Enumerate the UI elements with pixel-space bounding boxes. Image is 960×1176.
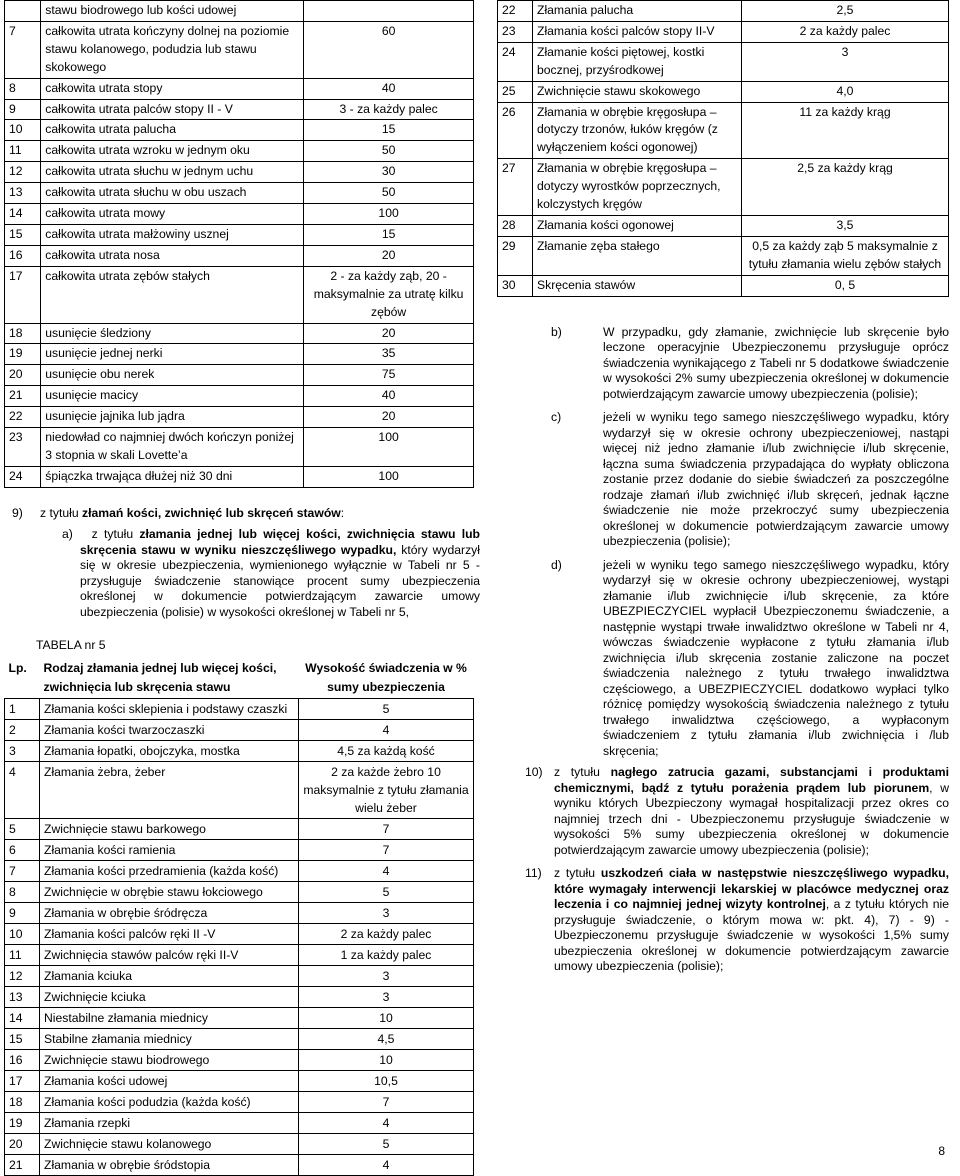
row-number: 7 (5, 861, 40, 882)
row-number: 11 (5, 945, 40, 966)
tabela-5-header (5, 658, 474, 699)
row-value: 3 (299, 987, 474, 1008)
row-number: 30 (498, 275, 533, 296)
row-number: 20 (5, 365, 41, 386)
row-value: 5 (299, 882, 474, 903)
row-number: 2 (5, 720, 40, 741)
row-description: Złamania w obrębie kręgosłupa – dotyczy wyrostków poprzecznych, kolczystych kręgów (533, 159, 742, 216)
row-number (5, 1, 41, 22)
table-row (498, 275, 949, 296)
row-value: 20 (304, 323, 474, 344)
row-description: Złamanie zęba stałego (533, 236, 742, 275)
row-description: Złamania kości ramienia (40, 840, 299, 861)
table-row (5, 699, 474, 720)
table-row (5, 245, 474, 266)
row-number: 8 (5, 78, 41, 99)
table-row (5, 945, 474, 966)
table-row (498, 21, 949, 42)
row-number: 26 (498, 102, 533, 159)
page-number: 8 (938, 1144, 945, 1158)
row-value: 2 za każdy palec (299, 924, 474, 945)
row-description: całkowita utrata małżowiny usznej (41, 224, 304, 245)
row-value: 75 (304, 365, 474, 386)
table-row (5, 323, 474, 344)
table-row (5, 344, 474, 365)
row-description: usunięcie macicy (41, 386, 304, 407)
point-10: 10) z tytułu nagłego zatrucia gazami, substancjami i produktami chemicznymi, bądź z tytułu porażenia prądem lub piorunem, w wyniku których Ubezpieczony wymagał hospitalizacji przez okres co najmniej trzech dni - Ubezpieczonemu przysługuje świadczenie w wysokości 5% sumy ubezpieczenia określonej w dokumencie potwierdzającym zawarcie umowy ubezpieczenia (polisie); (525, 765, 950, 857)
row-value: 15 (304, 224, 474, 245)
right-column (497, 0, 949, 975)
row-number: 7 (5, 21, 41, 78)
table-row (5, 204, 474, 225)
table-row (5, 120, 474, 141)
row-description: Złamania w obrębie kręgosłupa – dotyczy trzonów, łuków kręgów (z wyłączeniem kości ogonowej) (533, 102, 742, 159)
table-row (5, 987, 474, 1008)
table-row (5, 1029, 474, 1050)
table-row (5, 162, 474, 183)
table-row (498, 102, 949, 159)
row-description: Złamania palucha (533, 1, 742, 22)
table-row (498, 1, 949, 22)
row-description: całkowita utrata nosa (41, 245, 304, 266)
row-description: Zwichnięcie kciuka (40, 987, 299, 1008)
table-row (5, 903, 474, 924)
row-description: całkowita utrata słuchu w obu uszach (41, 183, 304, 204)
table-row (5, 1, 474, 22)
row-description: usunięcie obu nerek (41, 365, 304, 386)
row-value: 4 (299, 1155, 474, 1176)
row-value: 30 (304, 162, 474, 183)
row-description: Złamania kości podudzia (każda kość) (40, 1092, 299, 1113)
point-11: 11) z tytułu uszkodzeń ciała w następstwie nieszczęśliwego wypadku, które wymagały interwencji lekarskiej w placówce medycznej oraz leczenia i co najmniej jednej wizyty kontrolnej, a z tytułu których nie przysługuje świadczenie, o którym mowa w: pkt. 4), 7) - 9) - Ubezpieczonemu przysługuje świadczenie w wysokości 1,5% sumy ubezpieczenia określonej w dokumencie potwierdzającym zawarcie umowy ubezpieczenia (polisie); (525, 866, 949, 974)
row-number: 22 (5, 407, 41, 428)
row-description: stawu biodrowego lub kości udowej (41, 1, 304, 22)
row-description: całkowita utrata zębów stałych (41, 266, 304, 323)
row-number: 18 (5, 1092, 40, 1113)
row-description: Złamania rzepki (40, 1113, 299, 1134)
table-row (5, 141, 474, 162)
section-9: 9) z tytułu złamań kości, zwichnięć lub skręceń stawów: (12, 505, 345, 520)
table-row (498, 159, 949, 216)
row-number: 10 (5, 120, 41, 141)
row-number: 13 (5, 987, 40, 1008)
table-row (5, 99, 474, 120)
row-value: 2 za każde żebro 10 maksymalnie z tytułu złamania wielu żeber (299, 762, 474, 819)
row-value: 10,5 (299, 1071, 474, 1092)
table-row (5, 266, 474, 323)
row-number: 27 (498, 159, 533, 216)
row-value: 3,5 (742, 215, 949, 236)
row-description: usunięcie jednej nerki (41, 344, 304, 365)
row-value: 15 (304, 120, 474, 141)
row-description: Złamania łopatki, obojczyka, mostka (40, 741, 299, 762)
table-row (5, 183, 474, 204)
row-description: Niestabilne złamania miednicy (40, 1008, 299, 1029)
header-lp: Lp. (8, 661, 27, 676)
point-c: c) jeżeli w wyniku tego samego nieszczęśliwego wypadku, który wydarzył się w okresie ochrony ubezpieczeniowej, nastąpi więcej niż jedno złamanie i/lub zwichnięcie i/lub skręcenie, łączna suma świadczenia przypadająca do wypłaty obliczona zostanie przez dodanie do siebie świadczeń za poszczególne rodzaje złamań i/lub zwichnięć i/lub skręceń, jednak łączne świadczenie nie może przekroczyć sumy ubezpieczenia określonej w dokumencie potwierdzającym zawarcie umowy ubezpieczenia (polisie); (551, 410, 949, 549)
row-number: 25 (498, 81, 533, 102)
row-value: 0,5 za każdy ząb 5 maksymalnie z tytułu złamania wielu zębów stałych (742, 236, 949, 275)
row-number: 15 (5, 224, 41, 245)
row-value: 20 (304, 245, 474, 266)
row-number: 17 (5, 266, 41, 323)
row-description: Zwichnięcie w obrębie stawu łokciowego (40, 882, 299, 903)
table-row (5, 1113, 474, 1134)
row-description: Złamania kości ogonowej (533, 215, 742, 236)
row-number: 24 (5, 466, 41, 487)
row-value: 40 (304, 78, 474, 99)
row-value: 3 (299, 966, 474, 987)
table-row (498, 42, 949, 81)
row-value: 2,5 za każdy krąg (742, 159, 949, 216)
row-description: Złamania kości przedramienia (każda kość) (40, 861, 299, 882)
row-number: 23 (5, 428, 41, 467)
row-description: całkowita utrata stopy (41, 78, 304, 99)
table-row (498, 236, 949, 275)
row-description: całkowita utrata palucha (41, 120, 304, 141)
row-number: 22 (498, 1, 533, 22)
row-description: Stabilne złamania miednicy (40, 1029, 299, 1050)
row-value: 4 (299, 720, 474, 741)
left-column (4, 0, 480, 1176)
row-description: Zwichnięcie stawu biodrowego (40, 1050, 299, 1071)
row-value: 7 (299, 840, 474, 861)
section-9-label: 9) (12, 505, 23, 520)
row-number: 21 (5, 1155, 40, 1176)
row-number: 15 (5, 1029, 40, 1050)
row-number: 24 (498, 42, 533, 81)
section-9a: a) z tytułu złamania jednej lub więcej kości, zwichnięcia stawu lub skręcenia stawu w wyniku nieszczęśliwego wypadku, który wydarzył się w okresie ubezpieczenia, wymienionego wyłącznie w Tabeli nr 5 - przysługuje świadczenie stanowiące procent sumy ubezpieczenia określonej w dokumencie potwierdzającym zawarcie umowy ubezpieczenia (polisie) w wysokości określonej w Tabeli nr 5, (62, 527, 480, 619)
row-value: 10 (299, 1050, 474, 1071)
row-number: 13 (5, 183, 41, 204)
table-row (5, 720, 474, 741)
row-number: 19 (5, 1113, 40, 1134)
row-value: 5 (299, 699, 474, 720)
row-value: 0, 5 (742, 275, 949, 296)
row-value: 1 za każdy palec (299, 945, 474, 966)
row-number: 9 (5, 903, 40, 924)
row-number: 17 (5, 1071, 40, 1092)
row-description: Złamania kości palców stopy II-V (533, 21, 742, 42)
row-number: 28 (498, 215, 533, 236)
row-number: 16 (5, 1050, 40, 1071)
row-number: 18 (5, 323, 41, 344)
table-row (5, 819, 474, 840)
row-description: usunięcie jajnika lub jądra (41, 407, 304, 428)
table-row (5, 762, 474, 819)
row-number: 23 (498, 21, 533, 42)
row-value: 100 (304, 204, 474, 225)
row-number: 6 (5, 840, 40, 861)
row-description: całkowita utrata palców stopy II - V (41, 99, 304, 120)
row-description: Skręcenia stawów (533, 275, 742, 296)
table-row (5, 1050, 474, 1071)
table-row (5, 21, 474, 78)
row-description: całkowita utrata mowy (41, 204, 304, 225)
row-number: 8 (5, 882, 40, 903)
row-description: Zwichnięcie stawu kolanowego (40, 1134, 299, 1155)
row-value: 3 (299, 903, 474, 924)
header-rodzaj: Rodzaj złamania jednej lub więcej kości, zwichnięcia lub skręcenia stawu (43, 661, 277, 695)
row-number: 5 (5, 819, 40, 840)
row-number: 10 (5, 924, 40, 945)
row-value: 10 (299, 1008, 474, 1029)
row-value: 100 (304, 466, 474, 487)
disability-table (4, 0, 474, 488)
row-description: usunięcie śledziony (41, 323, 304, 344)
row-value: 2 za każdy palec (742, 21, 949, 42)
row-value: 3 (742, 42, 949, 81)
row-value: 2,5 (742, 1, 949, 22)
row-description: całkowita utrata kończyny dolnej na poziomie stawu kolanowego, podudzia lub stawu skokowego (41, 21, 304, 78)
row-number: 12 (5, 966, 40, 987)
tabela-5 (4, 658, 474, 1176)
row-description: śpiączka trwająca dłużej niż 30 dni (41, 466, 304, 487)
row-description: Złamania kości palców ręki II -V (40, 924, 299, 945)
row-description: Złamania w obrębie śródręcza (40, 903, 299, 924)
table-row (5, 466, 474, 487)
table-row (5, 1071, 474, 1092)
row-description: Złamanie kości piętowej, kostki bocznej, przyśrodkowej (533, 42, 742, 81)
table-row (5, 741, 474, 762)
row-number: 9 (5, 99, 41, 120)
row-value: 7 (299, 819, 474, 840)
row-value: 4,5 za każdą kość (299, 741, 474, 762)
point-b: b) W przypadku, gdy złamanie, zwichnięcie lub skręcenie było leczone operacyjnie Ubezpieczonemu przysługuje oprócz świadczenia wynikającego z Tabeli nr 5 dodatkowe świadczenie w wysokości 2% sumy ubezpieczenia określonej w dokumencie potwierdzającym zawarcie umowy ubezpieczenia (polisie); (551, 324, 949, 401)
row-description: Zwichnięcie stawu skokowego (533, 81, 742, 102)
row-description: Złamania kości sklepienia i podstawy czaszki (40, 699, 299, 720)
table-row (5, 924, 474, 945)
row-number: 16 (5, 245, 41, 266)
tabela-5-title: TABELA nr 5 (36, 638, 106, 653)
row-value: 4 (299, 1113, 474, 1134)
row-number: 14 (5, 1008, 40, 1029)
row-value: 7 (299, 1092, 474, 1113)
row-value (304, 1, 474, 22)
row-value: 5 (299, 1134, 474, 1155)
row-value: 35 (304, 344, 474, 365)
row-description: Złamania żebra, żeber (40, 762, 299, 819)
table-row (5, 882, 474, 903)
row-number: 1 (5, 699, 40, 720)
row-value: 60 (304, 21, 474, 78)
row-value: 40 (304, 386, 474, 407)
row-number: 3 (5, 741, 40, 762)
table-row (5, 966, 474, 987)
row-number: 4 (5, 762, 40, 819)
row-description: Zwichnięcie stawu barkowego (40, 819, 299, 840)
row-value: 50 (304, 141, 474, 162)
row-description: Złamania kości twarzoczaszki (40, 720, 299, 741)
row-description: Złamania kciuka (40, 966, 299, 987)
point-d: d) jeżeli w wyniku tego samego nieszczęśliwego wypadku, który wydarzył się w okresie ochrony ubezpieczeniowej, wystąpi złamanie i/lub zwichnięcie i/lub skręcenie, za które UBEZPIECZYCIEL wypłacił Ubezpieczonemu świadczenie, a następnie wystąpi trwałe inwalidztwo określone w Tabeli nr 4, wówczas świadczenie wypłacone z tytułu złamania i/lub zwichnięcia i/lub skręcenia zostanie zaliczone na poczet świadczenia należnego z tytułu trwałego inwalidztwa częściowego, a UBEZPIECZYCIEL dodatkowo wypłaci tylko różnicę pomiędzy wysokością świadczenia należnego z tytułu trwałego inwalidztwa częściowego, a wypłaconym świadczeniem z tytułu złamania i/lub zwichnięcia i /lub skręcenia; (551, 557, 949, 758)
table-row (5, 386, 474, 407)
table-row (498, 81, 949, 102)
row-value: 11 za każdy krąg (742, 102, 949, 159)
table-row (5, 365, 474, 386)
row-value: 4,0 (742, 81, 949, 102)
row-number: 11 (5, 141, 41, 162)
row-description: całkowita utrata wzroku w jednym oku (41, 141, 304, 162)
row-value: 20 (304, 407, 474, 428)
header-wysokosc: Wysokość świadczenia w % sumy ubezpieczenia (305, 661, 467, 695)
row-value: 3 - za każdy palec (304, 99, 474, 120)
table-row (5, 407, 474, 428)
row-number: 29 (498, 236, 533, 275)
table-row (5, 78, 474, 99)
row-number: 20 (5, 1134, 40, 1155)
row-description: niedowład co najmniej dwóch kończyn poniżej 3 stopnia w skali Lovette’a (41, 428, 304, 467)
row-value: 50 (304, 183, 474, 204)
row-number: 12 (5, 162, 41, 183)
row-number: 19 (5, 344, 41, 365)
row-value: 2 - za każdy ząb, 20 - maksymalnie za utratę kilku zębów (304, 266, 474, 323)
row-description: Zwichnięcia stawów palców ręki II-V (40, 945, 299, 966)
row-value: 4 (299, 861, 474, 882)
row-description: Złamania kości udowej (40, 1071, 299, 1092)
table-row (5, 861, 474, 882)
row-description: Złamania w obrębie śródstopia (40, 1155, 299, 1176)
table-row (5, 840, 474, 861)
table-row (5, 428, 474, 467)
row-description: całkowita utrata słuchu w jednym uchu (41, 162, 304, 183)
row-value: 100 (304, 428, 474, 467)
row-value: 4,5 (299, 1029, 474, 1050)
tabela-5-continued (497, 0, 949, 297)
table-row (5, 1008, 474, 1029)
table-row (498, 215, 949, 236)
row-number: 14 (5, 204, 41, 225)
table-row (5, 1092, 474, 1113)
table-row (5, 224, 474, 245)
row-number: 21 (5, 386, 41, 407)
table-row (5, 1134, 474, 1155)
